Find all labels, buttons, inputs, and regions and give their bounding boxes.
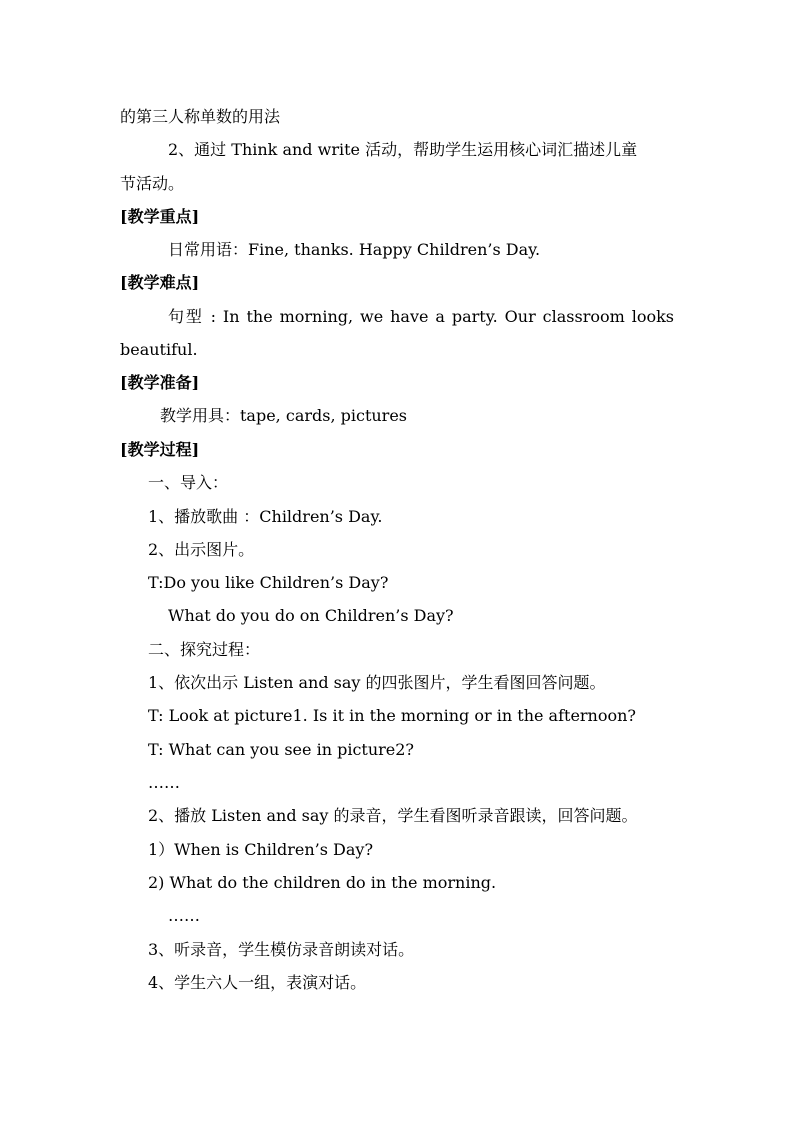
text-line: T: What can you see in picture2? — [148, 740, 415, 759]
text-line: 1、播放歌曲 ：Children’s Day. — [148, 507, 383, 526]
ellipsis-line: …… — [148, 773, 180, 792]
text-line: What do you do on Children’s Day? — [168, 606, 454, 625]
section-heading-process: [教学过程] — [120, 440, 200, 459]
section-heading-key-points: [教学重点] — [120, 207, 200, 226]
text-line: 一、导入： — [148, 473, 229, 492]
text-line: 教学用具：tape, cards, pictures — [160, 406, 408, 425]
text-line: 2、播放 Listen and say 的录音，学生看图听录音跟读，回答问题。 — [148, 806, 638, 825]
section-heading-difficulties: [教学难点] — [120, 273, 200, 292]
text-line: 2) What do the children do in the morning. — [148, 873, 497, 892]
text-line: 2、通过 Think and write 活动，帮助学生运用核心词汇描述儿童 — [168, 140, 638, 159]
text-line: 2、出示图片。 — [148, 540, 255, 559]
text-line: 1）When is Children’s Day? — [148, 840, 374, 859]
section-heading-preparation: [教学准备] — [120, 373, 200, 392]
text-line: 日常用语：Fine, thanks. Happy Children’s Day. — [168, 240, 541, 259]
text-line: T:Do you like Children’s Day? — [148, 573, 389, 592]
text-line: 1、依次出示 Listen and say 的四张图片，学生看图回答问题。 — [148, 673, 606, 692]
text-line: 句型 : In the morning, we have a party. Our classroom looks — [168, 307, 674, 326]
text-line: T: Look at picture1. Is it in the morning or in the afternoon? — [148, 706, 637, 725]
text-line: 二、探究过程： — [148, 640, 261, 659]
ellipsis-line: …… — [168, 906, 200, 925]
text-line: 节活动。 — [120, 174, 185, 193]
text-line: beautiful. — [120, 340, 198, 359]
text-line: 4、学生六人一组，表演对话。 — [148, 973, 367, 992]
text-line: 的第三人称单数的用法 — [120, 107, 281, 126]
text-line: 3、听录音，学生模仿录音朗读对话。 — [148, 940, 415, 959]
